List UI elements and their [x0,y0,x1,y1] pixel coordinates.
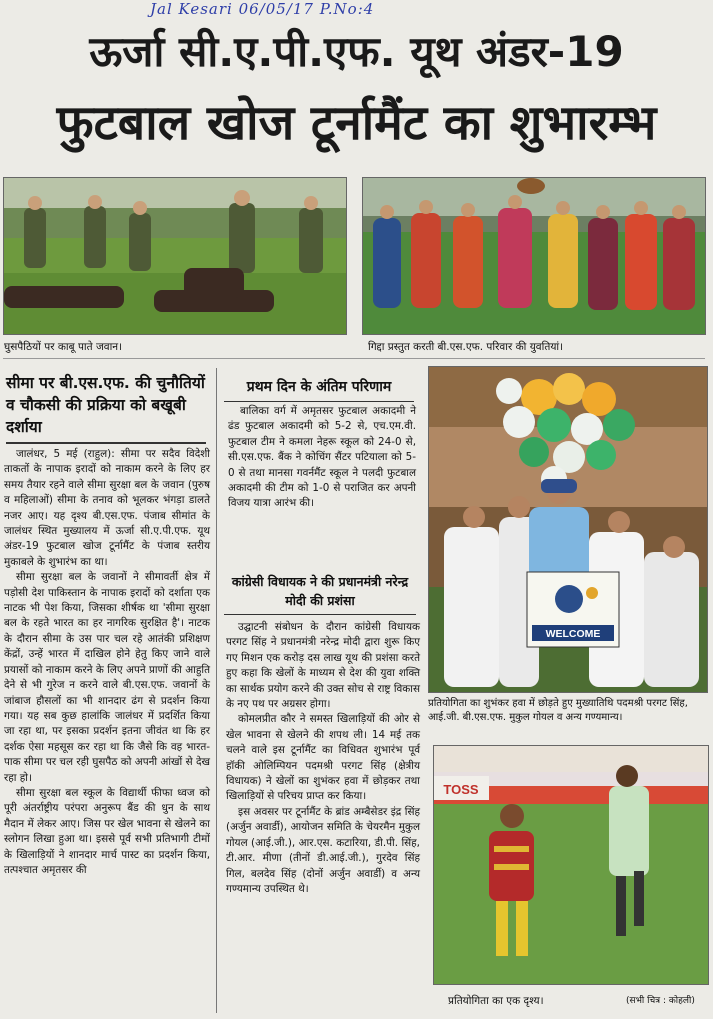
left-article-paragraph: सीमा सुरक्षा बल के जवानों ने सीमावर्ती क्षेत्र में पड़ोसी देश पाकिस्तान के नापाक इरादों को दर्शाता एक नाटक भी पेश किया, जिसका शीर्षक था 'सीमा सुरक्षा बल के रहते भारत का हर नागरिक सुरक्षित है'। नाटक के दौरान सीमा के उस पार चल रहे आतंकी प्रशिक्षण केंद्रों, उन्हें भारत में दाखिल होने हेतु किए जाने वाले प्रयासों को नाकाम करने के लिए अपने प्राणों की आहुति देने से भी गुरेज न करने वाले बी.एस.एफ. जवानों के जांबाज हौसलों का भी शानदार ढंग से प्रदर्शन किया गया। यह सब कुछ हालांकि जालंधर में प्रदर्शित किया जा रहा था, पर इसका प्रदर्शन इतना जीवंत था कि हर दर्शक ऐसा महसूस कर रहा था कि जैसे कि वह भारत-पाक सीमा पर चल रही घुसपैठ को अपनी आंखों से देख रहा हो। [4,571,210,784]
soldiers-photo [3,177,347,335]
match-credit: (सभी चित्र : कोहली) [626,996,695,1006]
praise-paragraph: कोमलप्रीत कौर ने समस्त खिलाड़ियों की ओर से खेल भावना से खेलने की शपथ ली। 14 मई तक चलने वाले इस टूर्नामैंट का विधिवत शुभारंभ पूर्व हॉकी ओलिम्पियन पदमश्री परगट सिंह (क्षेत्रीय विधायक) ने खेलों का शुभंकर हवा में छोड़कर तथा खिलाड़ियों से परिचय प्राप्त कर किया। [226,713,420,803]
results-paragraph: बालिका वर्ग में अमृतसर फुटबाल अकादमी ने ढंड फुटबाल अकादमी को 5-2 से, एच.एम.वी. फुटबाल टीम ने कमला नेहरू स्कूल को 24-0 से, सी.एस.एफ. बैंक ने कोचिंग सैंटर पटियाला को 5-0 से तथा मानसा गवर्नमैंट स्कूल ने पलदी फुटबाल अकादमी की टीम को 1-0 से पराजित कर अपनी विजय यात्रा आरंभ की। [228,405,416,510]
toss-board-text: TOSS [443,782,479,797]
headline-line-2: फुटबाल खोज टूर्नामैंट का शुभारम्भ [56,95,657,151]
divider-top [3,358,705,359]
results-body [228,404,416,512]
match-photo [433,745,709,985]
dancers-illustration [363,178,705,334]
left-article-body [4,447,210,878]
left-article-paragraph: सीमा सुरक्षा बल स्कूल के विद्यार्थी फीफा ध्वज को पूरी अंतर्राष्ट्रीय परंपरा अनुरूप बैंड की धुन के साथ मैदान में लेकर आए। जिस पर खेल भावना से खेलने का स्लोगन लिखा हुआ था। इससे पूर्व सभी प्रतिभागी टीमों के खिलाड़ियों ने शानदार मार्च पास्ट का प्रदर्शन किया, तत्पश्चात अमृतसर की [4,786,210,876]
results-title-rule [224,401,414,402]
praise-body [226,620,420,897]
soldiers-caption: घुसपैठियों पर काबू पाते जवान। [4,341,123,353]
left-title-rule [6,442,206,444]
column-divider [216,368,217,1013]
handwritten-note: Jal Kesari 06/05/17 P.No:4 [150,0,375,18]
dancers-photo [362,177,706,335]
ceremony-photo [428,366,708,693]
match-caption: प्रतियोगिता का एक दृश्य। [448,995,544,1007]
praise-title-rule [224,614,416,615]
dancers-caption: गिद्दा प्रस्तुत करती बी.एस.एफ. परिवार की युवतियां। [368,341,564,353]
headline-line-1: ऊर्जा सी.ए.पी.एफ. यूथ अंडर-19 [89,27,624,76]
ceremony-caption: प्रतियोगिता का शुभंकर हवा में छोड़ते हुए मुख्यातिथि पदमश्री परगट सिंह, आई.जी. बी.एस.एफ. मुकुल गोयल व अन्य गण्यमान्य। [428,698,688,723]
results-title: प्रथम दिन के अंतिम परिणाम [246,379,392,395]
praise-title: कांग्रेसी विधायक ने की प्रधानमंत्री नरेन्द्र मोदी की प्रशंसा [231,574,409,608]
ceremony-illustration [429,367,707,692]
praise-paragraph: उद्घाटनी संबोधन के दौरान कांग्रेसी विधायक परगट सिंह ने प्रधानमंत्री नरेन्द्र मोदी द्वारा शुरू किए गए मिशन एक करोड़ दस लाख यूथ की प्रशंसा करते हुए कहा कि खेलों के माध्यम से देश की युवा शक्ति का सार्थक प्रयोग करने की उक्त सोच से राष्ट्र विकास के नए पथ पर अग्रसर होगा। [226,621,420,711]
soldiers-illustration [4,178,346,334]
praise-paragraph: इस अवसर पर टूर्नामैंट के ब्रांड अम्बैसेडर इंद्र सिंह (अर्जुन अवार्डी), आयोजन समिति के चेयरमैन मुकुल गोयल (आई.जी.), आर.एस. कटारिया, डी.पी. सिंह, टी.आर. मीणा (तीनों डी.आई.जी.), गुरदेव सिंह गिल, बलदेव सिंह (दोनों अर्जुन अवार्डी) व अन्य गण्यमान्य उपस्थित थे। [226,805,420,895]
match-illustration [434,746,708,984]
left-article-paragraph: जालंधर, 5 मई (राहुल): सीमा पर सदैव विदेशी ताकतों के नापाक इरादों को नाकाम करने के लिए हर समय तैयार रहने वाले सीमा सुरक्षा बल के जवान (पुरुष व महिलाओं) सीमा के तनाव को भूलकर भंगड़ा डालते नजर आए। यह दृश्य बी.एस.एफ. पंजाब सीमांत के जालंधर स्थित मुख्यालय में ऊर्जा सी.ए.पी.एफ. यूथ अंडर-19 फुटबाल खोज टूर्नामैंट के पंजाब स्तरीय मुकाबले के शुभारंभ का था। [4,448,210,568]
left-article-title: सीमा पर बी.एस.एफ. की चुनौतियों व चौकसी की प्रक्रिया को बखूबी दर्शाया [6,374,205,436]
welcome-banner-text: WELCOME [545,628,601,640]
